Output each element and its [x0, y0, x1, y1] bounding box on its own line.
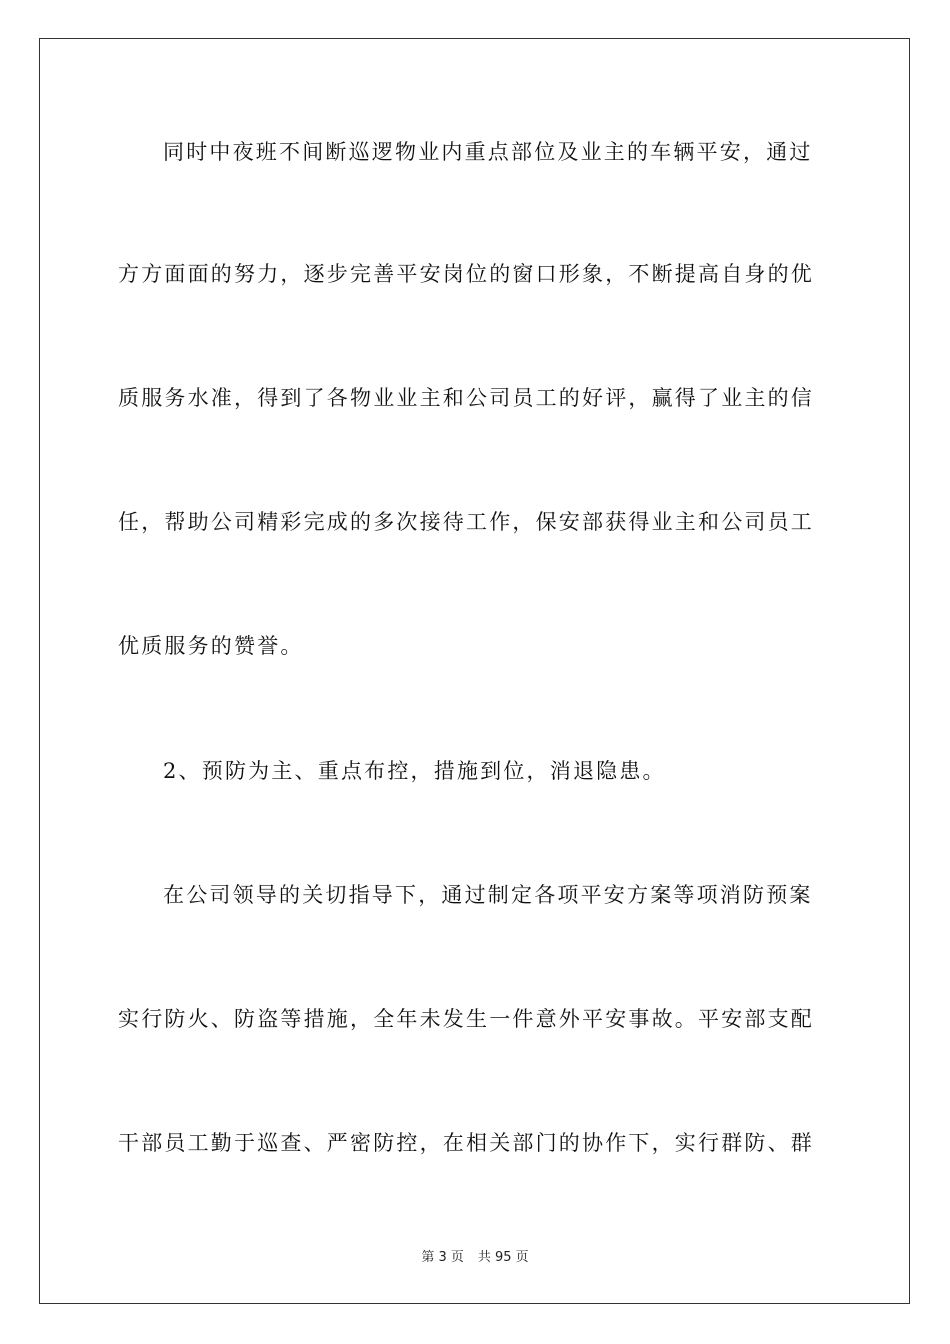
body-text-line: 任，帮助公司精彩完成的多次接待工作，保安部获得业主和公司员工 — [118, 510, 814, 534]
body-text-line: 干部员工勤于巡查、严密防控，在相关部门的协作下，实行群防、群 — [118, 1131, 814, 1155]
body-text-line: 在公司领导的关切指导下，通过制定各项平安方案等项消防预案 — [163, 883, 813, 907]
page-border — [39, 38, 910, 1304]
body-text-line: 同时中夜班不间断巡逻物业内重点部位及业主的车辆平安，通过 — [163, 140, 813, 164]
page-number: 第 3 页 — [421, 1250, 464, 1265]
body-text-line: 优质服务的赞誉。 — [118, 634, 304, 658]
body-text-line: 实行防火、防盗等措施，全年未发生一件意外平安事故。平安部支配 — [118, 1007, 814, 1031]
body-text-line: 质服务水准，得到了各物业业主和公司员工的好评，赢得了业主的信 — [118, 386, 814, 410]
section-heading: 2、预防为主、重点布控，措施到位，消退隐患。 — [163, 759, 666, 783]
total-pages: 共 95 页 — [477, 1250, 529, 1265]
body-text-line: 方方面面的努力，逐步完善平安岗位的窗口形象，不断提高自身的优 — [118, 262, 814, 286]
page-footer — [0, 1246, 950, 1265]
